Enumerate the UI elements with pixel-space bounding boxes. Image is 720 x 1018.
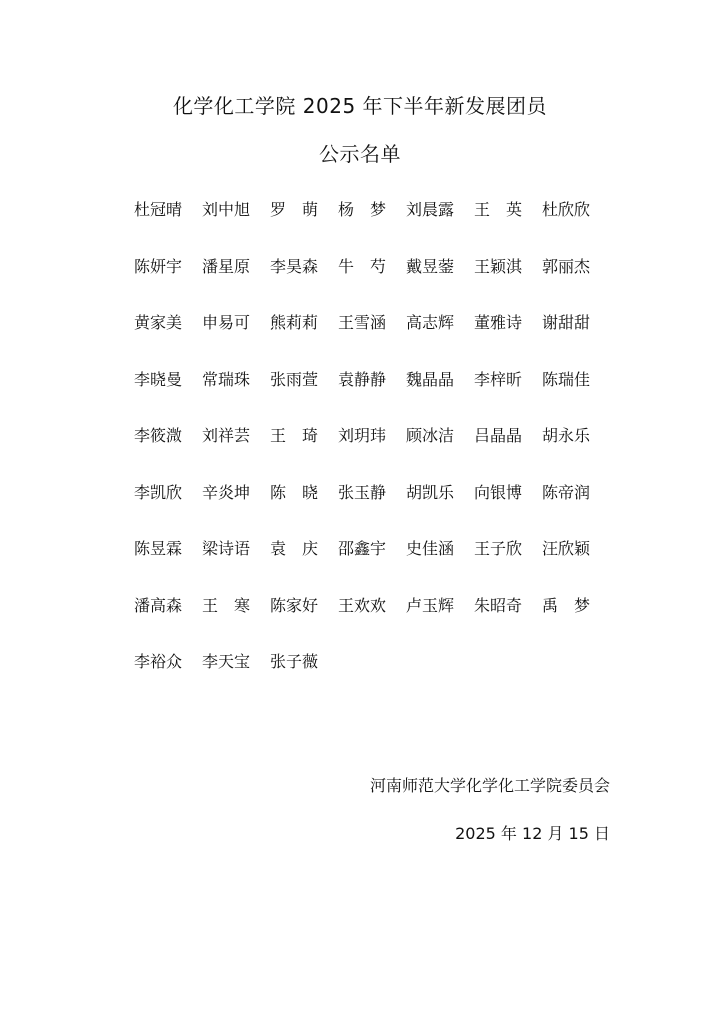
name-item: 刘晨露 (406, 200, 455, 219)
name-item: 高志辉 (406, 313, 455, 332)
name-item: 陈 晓 (270, 482, 319, 502)
name-item: 罗 萌 (270, 200, 319, 219)
name-item: 申易可 (202, 313, 251, 332)
name-item: 胡永乐 (542, 426, 591, 445)
name-item: 袁静静 (338, 369, 387, 389)
name-item: 胡凯乐 (406, 482, 455, 502)
name-item: 刘祥芸 (202, 426, 251, 445)
name-item: 潘高森 (134, 595, 183, 615)
name-item: 王雪涵 (338, 313, 387, 332)
name-item: 汪欣颖 (542, 539, 591, 558)
name-item: 向银博 (474, 482, 523, 502)
name-item: 魏晶晶 (406, 369, 455, 389)
name-item: 顾冰洁 (406, 426, 455, 445)
name-item: 戴昱蓥 (406, 256, 455, 276)
name-item: 董雅诗 (474, 313, 523, 332)
name-item: 陈瑞佳 (542, 369, 591, 389)
signature-organization: 河南师范大学化学化工学院委员会 (369, 776, 610, 795)
name-item: 李凯欣 (134, 482, 183, 502)
document-title: 化学化工学院 2025 年下半年新发展团员 (172, 94, 548, 118)
name-item: 张子薇 (270, 652, 319, 671)
name-item: 王颖淇 (474, 256, 523, 276)
name-item: 王 琦 (270, 426, 319, 445)
name-item: 李筱溦 (134, 426, 183, 445)
name-item: 杜冠晴 (134, 200, 183, 219)
name-item: 熊莉莉 (270, 313, 319, 332)
name-item: 李晓曼 (134, 369, 183, 389)
name-item: 陈昱霖 (134, 539, 183, 558)
name-item: 邵鑫宇 (338, 539, 387, 558)
name-item: 史佳涵 (406, 539, 455, 558)
name-item: 卢玉辉 (406, 595, 455, 615)
name-item: 杜欣欣 (542, 200, 591, 219)
name-item: 王欢欢 (338, 595, 387, 615)
name-item: 张玉静 (338, 482, 387, 502)
name-item: 刘中旭 (202, 200, 251, 219)
name-item: 李裕众 (134, 652, 183, 671)
name-item: 陈家好 (270, 595, 319, 615)
signature-date: 2025 年 12 月 15 日 (455, 824, 610, 843)
name-item: 李天宝 (202, 652, 251, 671)
name-item: 刘玥玮 (338, 426, 387, 445)
name-item: 常瑞珠 (202, 369, 251, 389)
name-item: 王 英 (474, 200, 523, 219)
name-item: 辛炎坤 (202, 482, 251, 502)
document-subtitle: 公示名单 (319, 142, 401, 166)
name-item: 谢甜甜 (542, 313, 591, 332)
name-item: 黄家美 (134, 313, 183, 332)
name-item: 禹 梦 (542, 595, 591, 615)
name-item: 李昊森 (270, 256, 319, 276)
name-item: 陈帝润 (542, 482, 591, 502)
name-item: 袁 庆 (270, 539, 319, 558)
name-item: 郭丽杰 (542, 256, 591, 276)
name-item: 梁诗语 (202, 539, 251, 558)
name-item: 张雨萱 (270, 369, 319, 389)
name-item: 潘星原 (202, 256, 251, 276)
name-item: 王 寒 (202, 595, 251, 615)
name-item: 王子欣 (474, 539, 523, 558)
name-item: 牛 芍 (338, 256, 387, 276)
name-list (134, 198, 614, 707)
name-item: 陈妍宇 (134, 256, 183, 276)
name-item: 李梓昕 (474, 369, 523, 389)
name-item: 朱昭奇 (474, 595, 523, 615)
name-item: 杨 梦 (338, 200, 387, 219)
name-item: 吕晶晶 (474, 426, 523, 445)
